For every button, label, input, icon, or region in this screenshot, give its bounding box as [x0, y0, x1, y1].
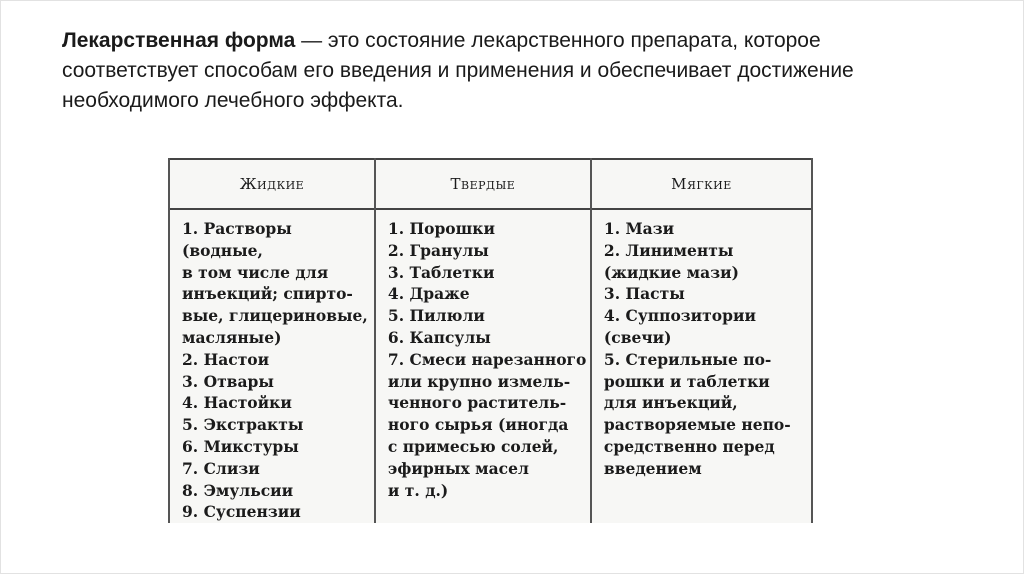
list-item: 1. Порошки [387, 219, 495, 238]
header-soft: Мягкие [591, 159, 812, 209]
list-item: 3. Пасты [603, 284, 685, 304]
table-header-row [169, 159, 812, 209]
list-item: 7. Смеси нарезанного или крупно измель- ченного раститель- ного сырья (иногда с примесью солей, эфирных масел и т. д.) [387, 349, 587, 500]
list-item: 6. Микстуры [182, 436, 299, 456]
liquid-forms-list [182, 218, 374, 523]
list-item: 3. Таблетки [387, 262, 495, 282]
list-item: 4. Драже [387, 284, 470, 304]
list-item: 5. Пилюли [387, 306, 485, 326]
column-liquid [169, 209, 375, 523]
list-item: 6. Капсулы [387, 327, 491, 347]
list-item: 3. Отвары [182, 371, 274, 391]
list-item: 1. Растворы (водные, в том числе для инъекций; спирто- вые, глицериновые, масляные) [182, 219, 368, 347]
list-item: 2. Линименты (жидкие мази) [603, 240, 739, 282]
header-solid: Твердые [375, 159, 591, 209]
dosage-forms-table [168, 158, 813, 523]
column-solid [375, 209, 591, 523]
list-item: 2. Гранулы [387, 240, 489, 260]
table-body-row [169, 209, 812, 523]
list-item: 8. Эмульсии [182, 480, 294, 500]
soft-forms-list [604, 218, 811, 480]
definition-text: — это состояние лекарственного препарата, которое соответствует способам его введения и применения и обеспечивает достижение необходимого лечебного эффекта. [62, 29, 854, 112]
column-soft [591, 209, 812, 523]
list-item: 4. Настойки [182, 393, 292, 413]
list-item: 5. Стерильные по- рошки и таблетки для инъекций, растворяемые непо- средственно перед введением [603, 349, 791, 478]
list-item: 7. Слизи [182, 458, 260, 478]
header-liquid: Жидкие [169, 159, 375, 209]
definition-paragraph [62, 26, 962, 116]
list-item: 1. Мази [603, 219, 675, 238]
solid-forms-list [388, 218, 590, 501]
list-item: 5. Экстракты [182, 415, 304, 435]
list-item: 2. Настои [182, 349, 270, 369]
definition-term: Лекарственная форма [62, 29, 296, 52]
list-item: 4. Суппозитории (свечи) [603, 306, 756, 347]
list-item: 9. Суспензии [182, 502, 301, 522]
